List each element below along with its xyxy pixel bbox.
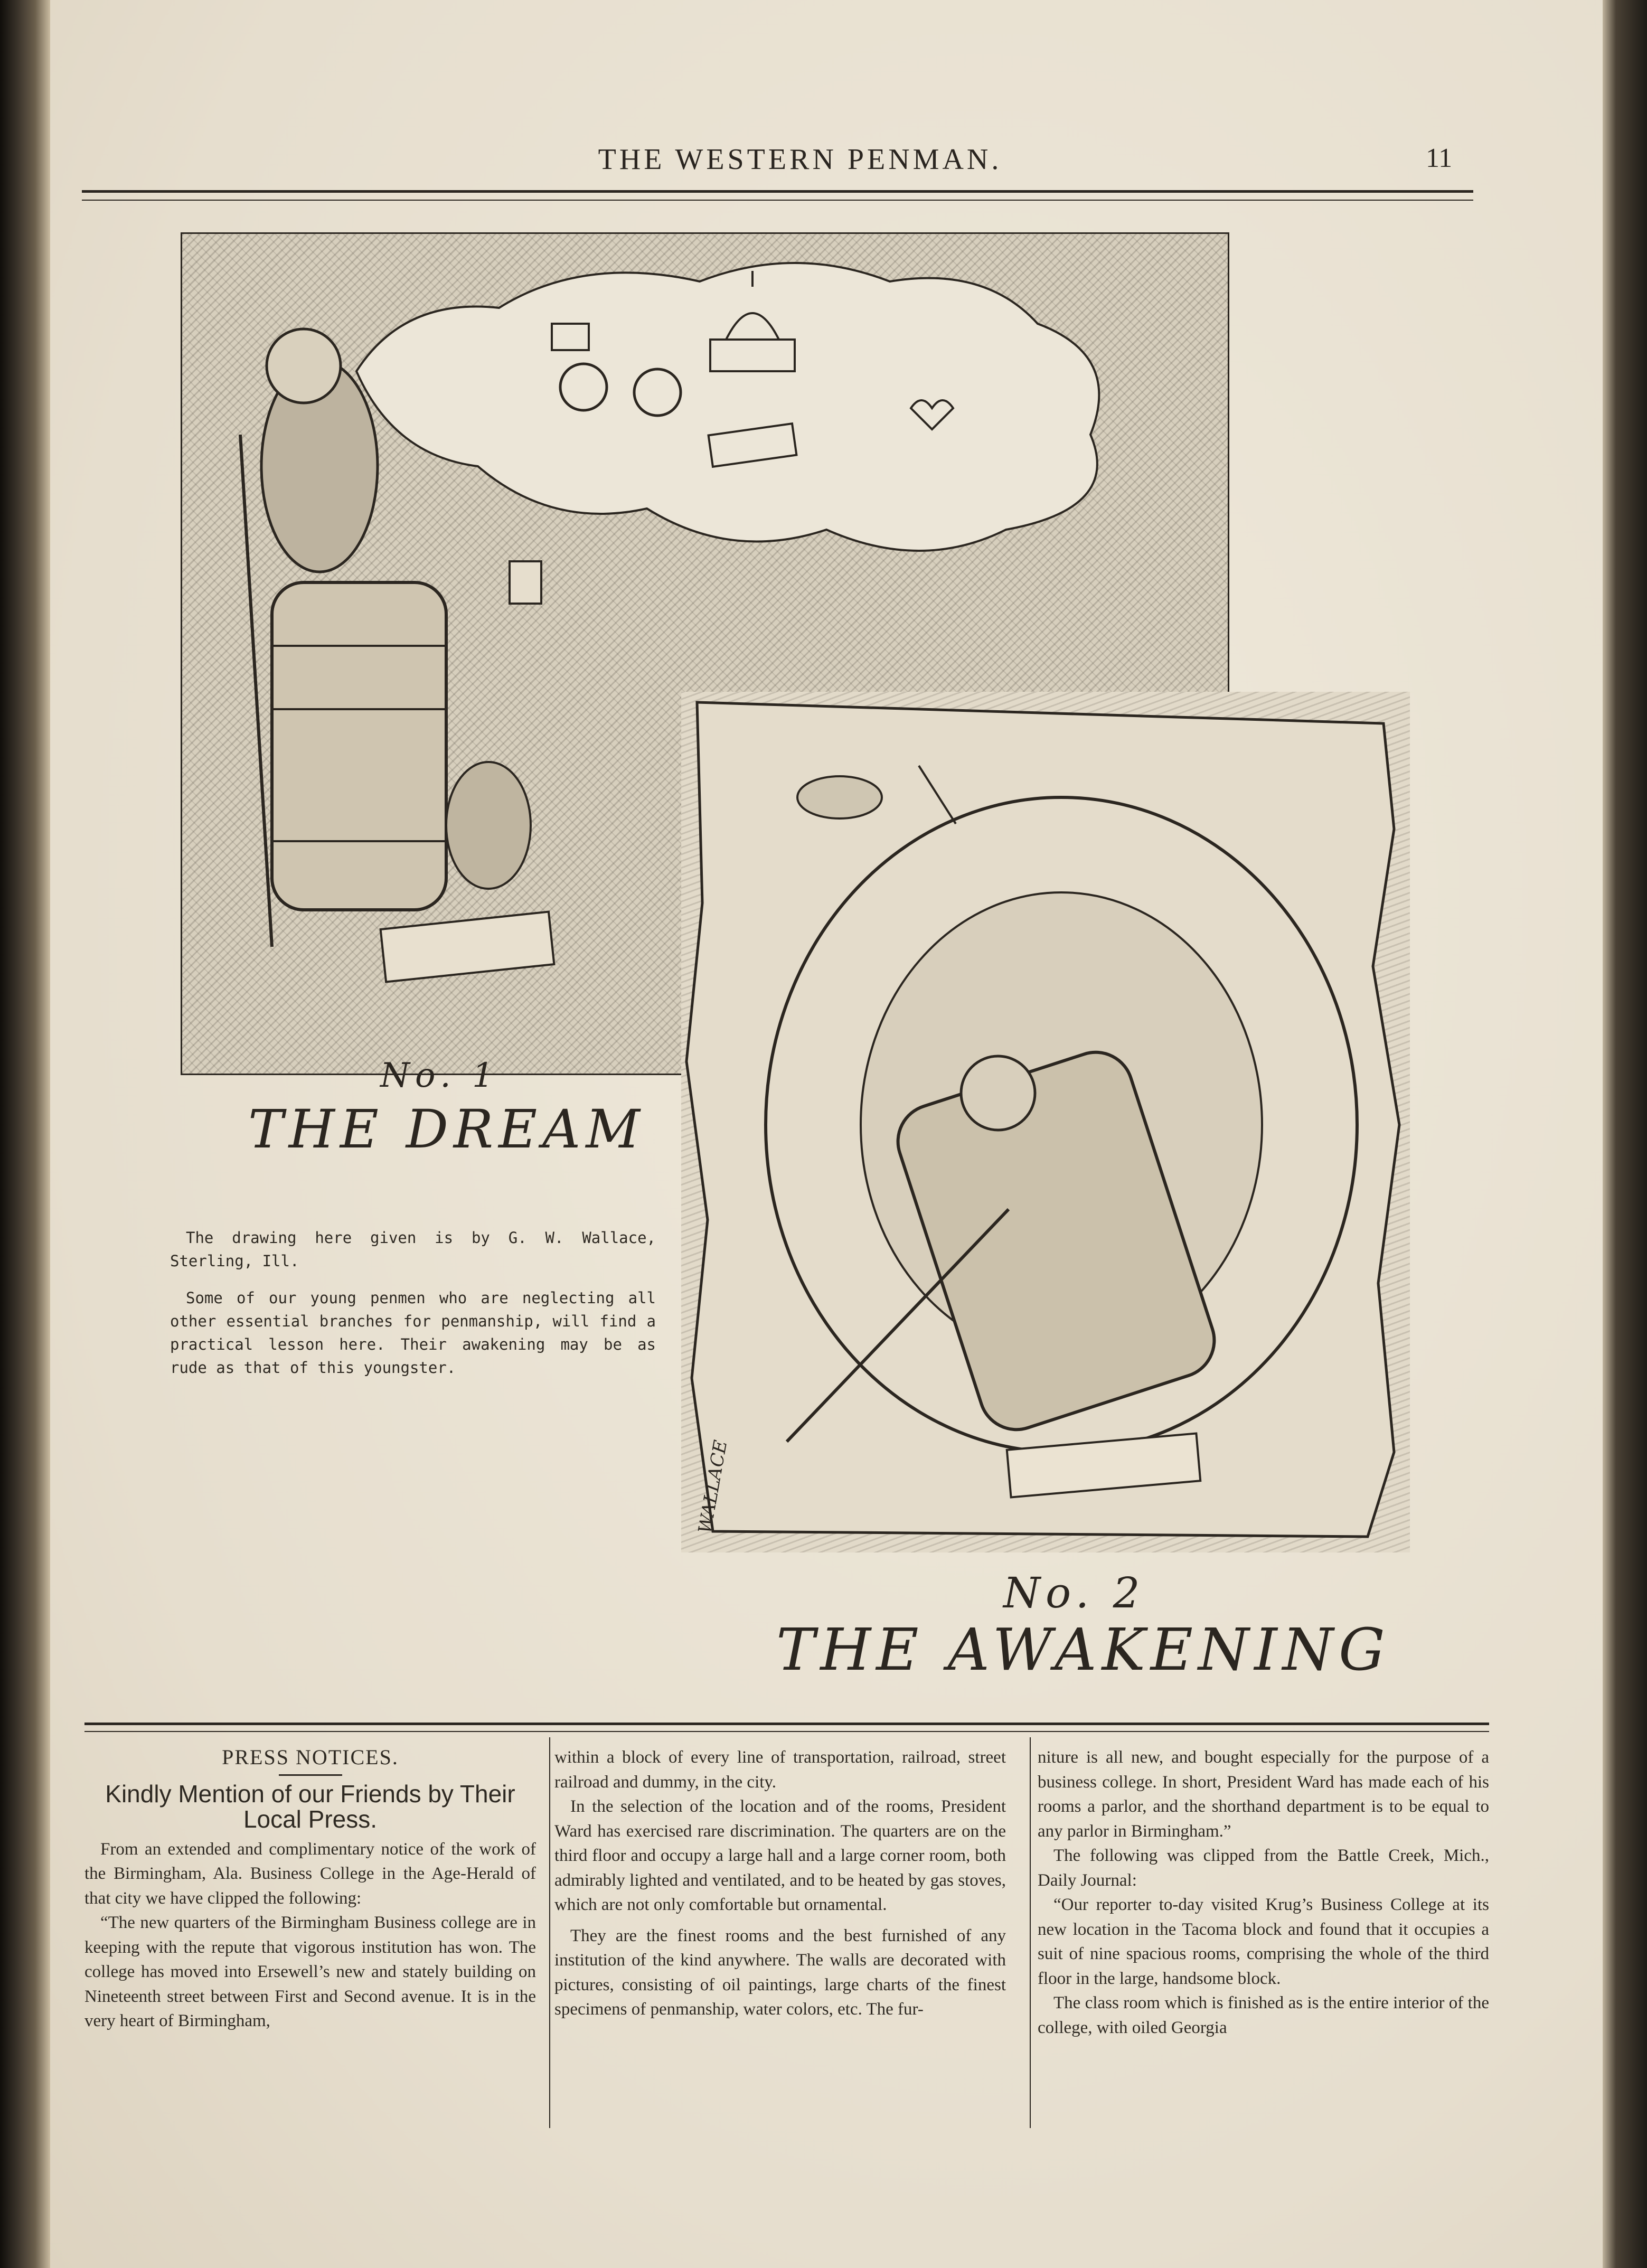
credit-line-1: The drawing here given is by G. W. Wallace, Sterling, Ill. (170, 1229, 656, 1270)
illustration-awakening (681, 692, 1410, 1552)
dream-cloud (356, 263, 1099, 551)
paragraph: within a block of every line of transportation, railroad, street railroad and dummy, in the city. (554, 1748, 1006, 1792)
heading-rule (279, 1774, 342, 1776)
article-subheading: Kindly Mention of our Friends by Their Local Press. (105, 1780, 515, 1833)
panel1-title: THE DREAM (248, 1098, 645, 1160)
article-column-3 (1038, 1745, 1489, 2040)
column-divider (549, 1737, 550, 2128)
section-rule-thin (84, 1731, 1489, 1732)
barrel (272, 582, 446, 910)
article-heading: PRESS NOTICES. (222, 1745, 399, 1769)
flying-hat (797, 776, 882, 818)
paragraph: “Our reporter to-day visited Krug’s Business College at its new location in the Tacoma block and found that it occupies a suit of nine spacious rooms, comprising the whole of the third floor in the large, handsome block. (1038, 1895, 1489, 1988)
article-column-1 (84, 1745, 536, 2034)
illustration-credit (170, 1226, 656, 1393)
boy-head-falling (961, 1056, 1035, 1130)
paragraph: From an extended and complimentary notice of the work of the Birmingham, Ala. Business College in the Age-Herald of that city we have clipped the following: (84, 1839, 536, 1908)
column-divider (1030, 1737, 1031, 2128)
running-head: THE WESTERN PENMAN. (598, 143, 1002, 176)
cat (446, 762, 531, 889)
section-rule-thick (84, 1723, 1489, 1725)
paragraph: niture is all new, and bought especially for the purpose of a business college. In short, President Ward has made each of his rooms a parlor, and the shorthand department is to be equal to any parlor in Birmingham.” (1038, 1748, 1489, 1841)
paragraph: In the selection of the location and of the rooms, President Ward has exercised rare discrimination. The quarters are on the third floor and occupy a large hall and a large corner room, both admirably lighted and ventilated, and to be heated by gas stoves, which are not only comfortable but ornamental. (554, 1797, 1006, 1914)
paragraph: The following was clipped from the Battle Creek, Mich., Daily Journal: (1038, 1846, 1489, 1890)
panel2-title: THE AWAKENING (776, 1616, 1390, 1683)
header-rule-thin (82, 200, 1473, 201)
floor-papers (381, 912, 554, 982)
page-number: 11 (1426, 143, 1453, 173)
awakening-drawing (681, 692, 1410, 1552)
paragraph: They are the finest rooms and the best furnished of any institution of the kind anywhere. The walls are decorated with pictures, consisting of oil paintings, large charts of the finest specimens of penmanship, water colors, etc. The fur- (554, 1926, 1006, 2019)
article-column-2 (554, 1745, 1006, 2022)
credit-line-2: Some of our young penmen who are neglecting all other essential branches for penmanship, will find a practical lesson here. Their awakening may be as rude as that of this youngster. (170, 1289, 656, 1377)
artist-signature: WALLACE (694, 1438, 732, 1535)
panel2-number: No. 2 (1003, 1568, 1145, 1617)
book-gutter-edge (0, 0, 50, 2268)
panel1-number: No. 1 (380, 1056, 499, 1095)
scan-background-edge (1603, 0, 1647, 2268)
header-rule-thick (82, 190, 1473, 193)
paragraph: The class room which is finished as is the entire interior of the college, with oiled Georgia (1038, 1993, 1489, 2037)
paragraph: “The new quarters of the Birmingham Business college are in keeping with the repute that vigorous institution has won. The college has moved into Ersewell’s new and stately building on Nineteenth street between First and Second avenue. It is in the very heart of Birmingham, (84, 1913, 536, 2030)
boy-head (267, 329, 341, 403)
gloss-ink-bottle (510, 561, 541, 604)
